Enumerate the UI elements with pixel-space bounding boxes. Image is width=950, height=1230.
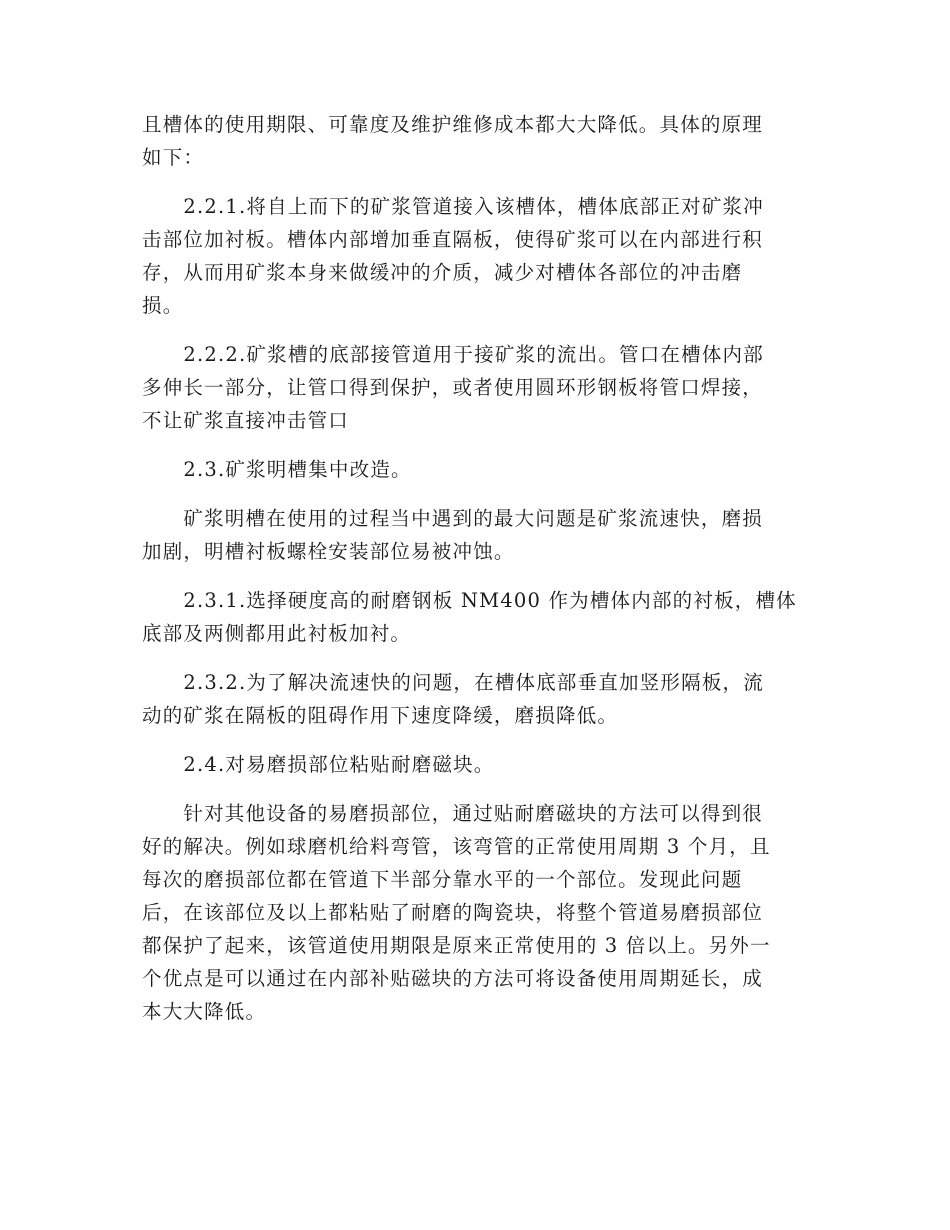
text-line: 个优点是可以通过在内部补贴磁块的方法可将设备使用周期延长，成 xyxy=(142,967,764,990)
text-line: 2.3.1.选择硬度高的耐磨钢板 NM400 作为槽体内部的衬板，槽体 xyxy=(142,589,797,612)
text-line: 加剧，明槽衬板螺栓安装部位易被冲蚀。 xyxy=(142,540,515,563)
text-line: 2.2.1.将自上而下的矿浆管道接入该槽体，槽体底部正对矿浆冲 xyxy=(142,195,764,218)
text-line: 后，在该部位及以上都粘贴了耐磨的陶瓷块，将整个管道易磨损部位 xyxy=(142,901,764,924)
section-heading-2-4 xyxy=(142,748,792,781)
paragraph-2-3-2 xyxy=(142,666,792,732)
text-line: 且槽体的使用期限、可靠度及维护维修成本都大大降低。具体的原理 xyxy=(142,113,764,136)
paragraph-2-2-2 xyxy=(142,338,792,437)
text-line: 击部位加衬板。槽体内部增加垂直隔板，使得矿浆可以在内部进行积 xyxy=(142,228,764,251)
text-line: 好的解决。例如球磨机给料弯管，该弯管的正常使用周期 3 个月，且 xyxy=(142,835,771,858)
text-line: 针对其他设备的易磨损部位，通过贴耐磨磁块的方法可以得到很 xyxy=(142,802,764,825)
text-line: 2.3.矿浆明槽集中改造。 xyxy=(142,458,412,481)
text-line: 动的矿浆在隔板的阻碍作用下速度降缓，磨损降低。 xyxy=(142,704,619,727)
text-line: 底部及两侧都用此衬板加衬。 xyxy=(142,622,412,645)
text-line: 如下： xyxy=(142,146,205,169)
paragraph-2-3-1 xyxy=(142,584,797,650)
text-line: 矿浆明槽在使用的过程当中遇到的最大问题是矿浆流速快，磨损 xyxy=(142,507,764,530)
text-line: 损。 xyxy=(142,294,184,317)
text-line: 2.3.2.为了解决流速快的问题，在槽体底部垂直加竖形隔板，流 xyxy=(142,671,764,694)
text-line: 2.2.2.矿浆槽的底部接管道用于接矿浆的流出。管口在槽体内部 xyxy=(142,343,764,366)
text-line: 每次的磨损部位都在管道下半部分靠水平的一个部位。发现此问题 xyxy=(142,868,743,891)
paragraph-2-2-1 xyxy=(142,190,792,322)
paragraph-ceramic-tiles xyxy=(142,797,792,1028)
paragraph-open-channel-problem xyxy=(142,502,792,568)
section-heading-2-3 xyxy=(142,453,792,486)
text-line: 多伸长一部分，让管口得到保护，或者使用圆环形钢板将管口焊接， xyxy=(142,376,764,399)
text-line: 存，从而用矿浆本身来做缓冲的介质，减少对槽体各部位的冲击磨 xyxy=(142,261,743,284)
text-line: 本大大降低。 xyxy=(142,1000,267,1023)
text-line: 2.4.对易磨损部位粘贴耐磨磁块。 xyxy=(142,753,495,776)
paragraph-principle-intro xyxy=(142,108,792,174)
text-line: 都保护了起来，该管道使用期限是原来正常使用的 3 倍以上。另外一 xyxy=(142,934,771,957)
text-line: 不让矿浆直接冲击管口 xyxy=(142,409,350,432)
